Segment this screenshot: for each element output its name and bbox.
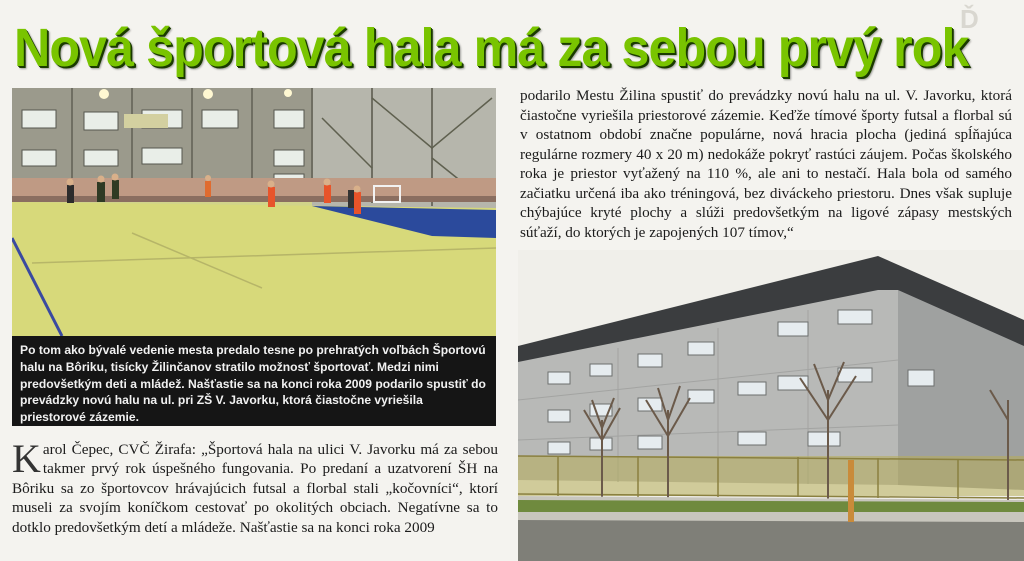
article-text-col1: arol Čepec, CVČ Žirafa: „Športová hala na ulici V. Javorku má za sebou takmer prvý rok úspešného fungovania. Po predaní a uzatvorení ŠH na Bôriku sa zo športovcov hrávajúcich futsal a florbal stali „kočovníci“, ktorí museli za svojím koníčkom cestovať po okolitých obciach. Negatívne sa to dotklo predovšetkým detí a mládeže. Našťastie sa na konci roka 2009 (12, 441, 498, 536)
building-photo (518, 250, 1024, 561)
article-column-2: podarilo Mestu Žilina spustiť do prevádzky novú halu na ul. V. Javorku, ktorá čiastočne vyriešila priestorové zázemie. Keďže tímové športy futsal a florbal sú v ostatnom období značne populárne, nová hracia plocha (jediná spĺňajúca regulárne rozmery 40 x 20 m) nedokáže pokryť rastúci záujem. Počas školského roka je priestor vyťažený na 110 %, ale ani to nestačí. Hala bola od samého začiatku určená iba ako tréningová, bez diváckeho priestoru. Dnes však supluje chýbajúce kryté plochy a slúži predovšetkým na ligové zápasy mestských súťaží, do ktorých je zapojených 107 tímov,“ (520, 87, 1012, 241)
gym-photo (12, 88, 496, 336)
article-column-1 (12, 436, 498, 558)
drop-cap: K (12, 436, 41, 481)
photo-caption: Po tom ako bývalé vedenie mesta predalo tesne po prehratých voľbách Športovú halu na Bôriku, tisícky Žilinčanov stratilo možnosť športovať. Medzi nimi predovšetkým deti a mládež. Našťastie sa na konci roka 2009 podarilo spustiť do prevádzky novú halu na ul. pri ZŠ V. Javorku, ktorá čiastočne vyriešila priestorové zázemie. (12, 336, 496, 426)
headline: Nová športová hala má za sebou prvý rok (14, 18, 969, 78)
bleed-through-text: Ď (960, 4, 979, 34)
